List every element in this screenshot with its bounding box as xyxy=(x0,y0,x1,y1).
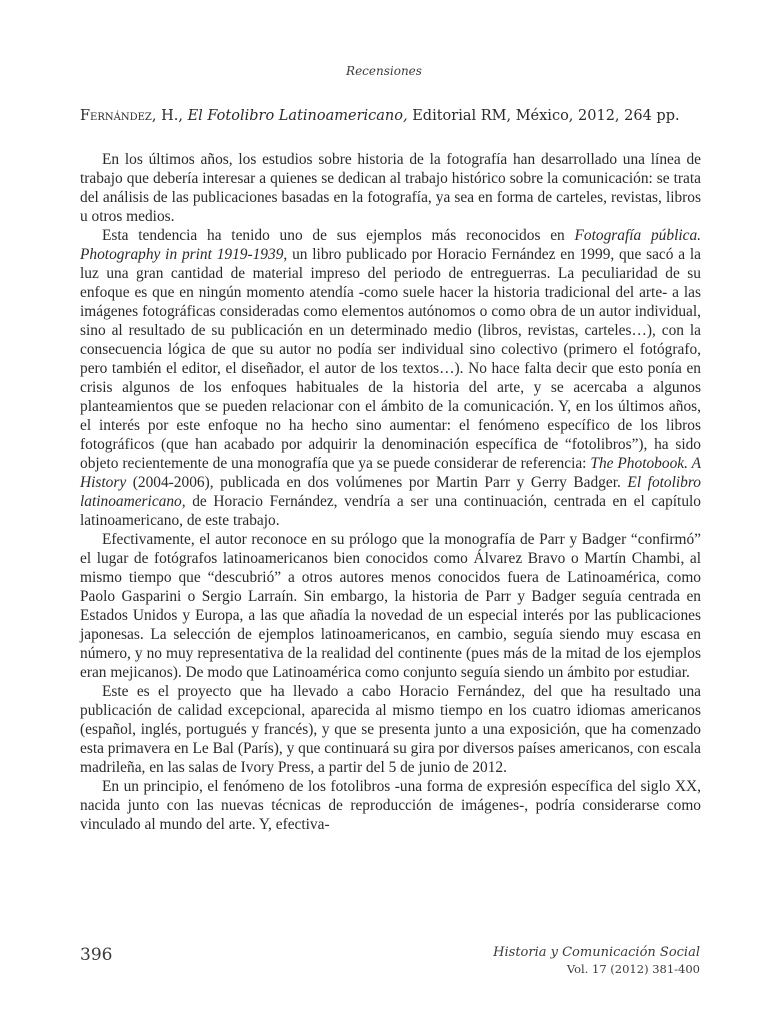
page-number: 396 xyxy=(80,945,113,965)
text-run: En un principio, el fenómeno de los fotolibros -una forma de expresión específica del siglo XX, nacida junto con las nuevas técnicas de reproducción de imágenes-, podría considerarse como vinculado al mundo del arte. Y, efectiva- xyxy=(80,778,701,833)
italic-title-run: Fotografía pública. Photography in print 1919-1939 xyxy=(80,227,701,263)
journal-volume: Vol. 17 (2012) 381-400 xyxy=(566,962,700,976)
review-body xyxy=(80,150,701,834)
italic-title-run: El fotolibro latinoamericano, xyxy=(80,474,701,510)
text-run: Efectivamente, el autor reconoce en su prólogo que la monografía de Parr y Badger “confirmó” el lugar de fotógrafos latinoamericanos bien conocidos como Álvarez Bravo o Martín Chambi, al mismo tiempo que “descubrió” a otros autores menos conocidos fuera de Latinoamérica, como Paolo Gasparini o Sergio Larraín. Sin embargo, la historia de Parr y Badger seguía centrada en Estados Unidos y Europa, a las que añadía la novedad de un especial interés por las publicaciones japonesas. La selección de ejemplos latinoamericanos, en cambio, seguía siendo muy escasa en número, y no muy representativa de la realidad del continente (pues más de la mitad de los ejemplos eran mejicanos). De modo que Latinoamérica como conjunto seguía siendo un ámbito por estudiar. xyxy=(80,531,701,681)
citation-author: Fernández, H. xyxy=(80,108,179,124)
citation-publication: Editorial RM, México, 2012, 264 pp. xyxy=(407,108,680,124)
text-run: Este es el proyecto que ha llevado a cabo Horacio Fernández, del que ha resultado una publicación de calidad excepcional, aparecida al mismo tiempo en los cuatro idiomas americanos (español, inglés, portugués y francés), y que se presenta junto a una exposición, que ha comenzado esta primavera en Le Bal (París), y que continuará su gira por diversos países americanos, con escala madrileña, en las salas de Ivory Press, a partir del 5 de junio de 2012. xyxy=(80,683,701,776)
citation xyxy=(80,106,710,126)
citation-book-title: El Fotolibro Latinoamericano, xyxy=(187,108,408,124)
journal-name: Historia y Comunicación Social xyxy=(493,945,700,960)
running-head: Recensiones xyxy=(346,64,422,78)
paragraph-3 xyxy=(80,530,701,682)
paragraph-4 xyxy=(80,682,701,777)
text-run: de Horacio Fernández, vendría a ser una continuación, centrada en el capítulo latinoamericano, de este trabajo. xyxy=(80,493,701,529)
text-run: Esta tendencia ha tenido uno de sus ejemplos más reconocidos en xyxy=(102,227,575,244)
paragraph-5 xyxy=(80,777,701,834)
text-run: (2004-2006), publicada en dos volúmenes por Martin Parr y Gerry Badger. xyxy=(126,474,628,491)
journal-footer xyxy=(493,944,700,978)
text-run: , un libro publicado por Horacio Fernández en 1999, que sacó a la luz una gran cantidad de material impreso del periodo de entreguerras. La peculiaridad de su enfoque es que en ningún momento atendía -como suele hacer la historia tradicional del arte- a las imágenes fotográficas consideradas como elementos autónomos o como obra de un autor individual, sino al resultado de su publicación en un determinado medio (libros, revistas, carteles…), con la consecuencia lógica de que su autor no podía ser individual sino colectivo (primero el fotógrafo, pero también el editor, el diseñador, el autor de los textos…). No hace falta decir que esto ponía en crisis algunos de los enfoques habituales de la historia del arte, y se acercaba a algunos planteamientos que se pueden relacionar con el ámbito de la comunicación. Y, en los últimos años, el interés por este enfoque no ha hecho sino aumentar: el fenómeno específico de los libros fotográficos (que han acabado por adquirir la denominación específica de “fotolibros”), ha sido objeto recientemente de una monografía que ya se puede considerar de referencia: xyxy=(80,246,702,472)
paragraph-1 xyxy=(80,150,701,226)
italic-title-run: The Photobook. A History xyxy=(80,455,701,491)
text-run: En los últimos años, los estudios sobre historia de la fotografía han desarrollado una línea de trabajo que debería interesar a quienes se dedican al trabajo histórico sobre la comunicación: se trata del análisis de las publicaciones basadas en la fotografía, ya sea en forma de carteles, revistas, libros u otros medios. xyxy=(80,151,701,225)
paragraph-2 xyxy=(80,226,701,530)
citation-separator: , xyxy=(178,108,188,124)
